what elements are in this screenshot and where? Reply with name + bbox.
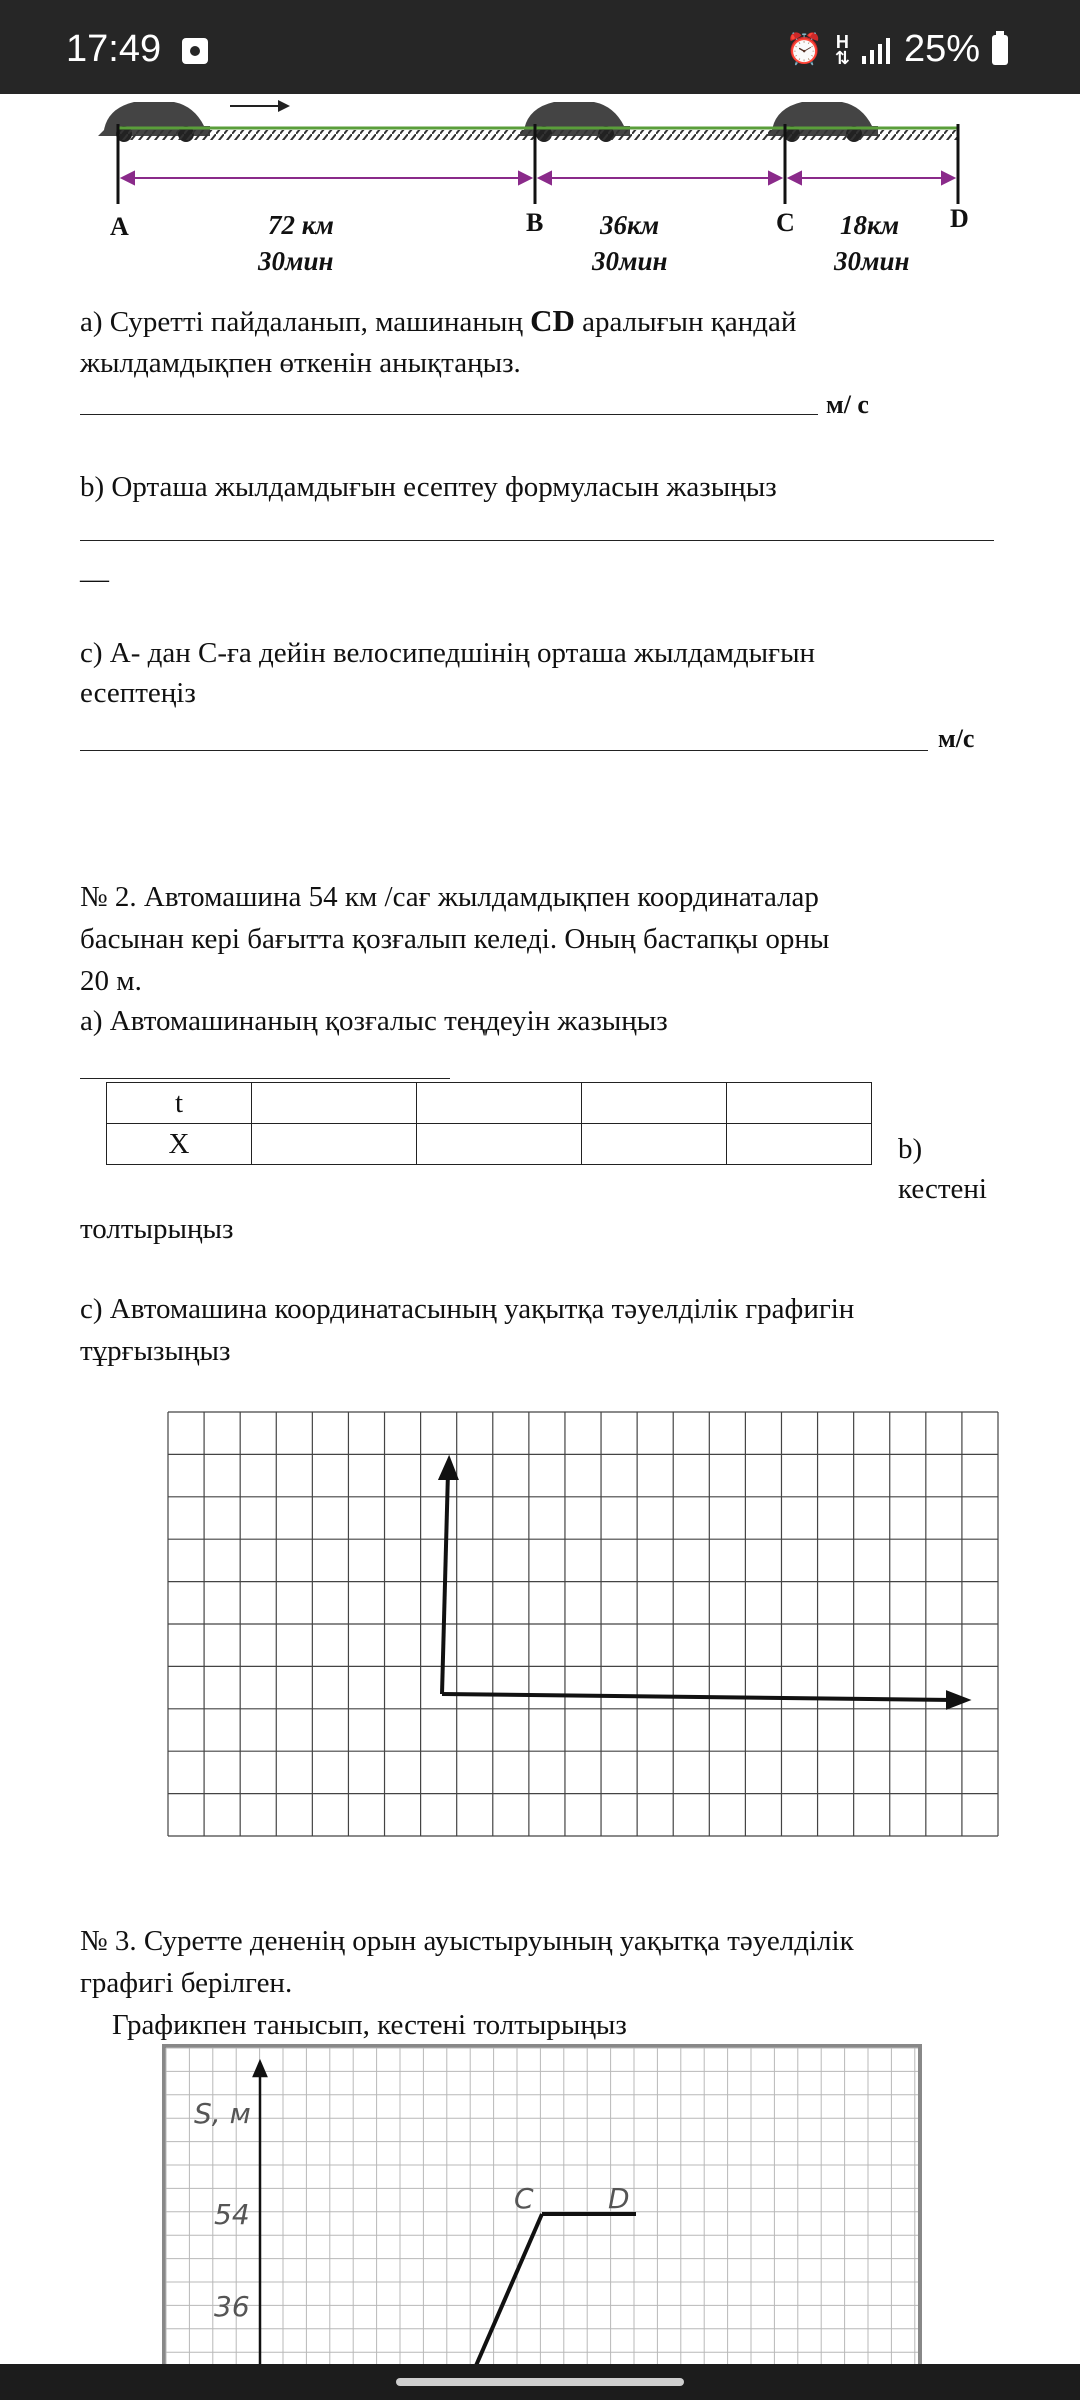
battery-icon <box>992 35 1008 65</box>
segment-bc-time: 30мин <box>592 246 668 276</box>
network-type-icon: H ⇅ <box>834 31 850 68</box>
table-cell[interactable] <box>417 1124 582 1165</box>
point-label-c: C <box>776 208 795 237</box>
drawing-grid <box>166 1410 1000 1840</box>
task3-line3: Графикпен танысып, кестені толтырыңыз <box>112 2009 627 2041</box>
table-row <box>107 1124 872 1165</box>
y-tick-label: 36 <box>214 2290 250 2323</box>
segment-arrows <box>122 172 954 184</box>
status-time: 17:49 <box>66 28 162 70</box>
displacement-chart <box>162 2044 922 2364</box>
point-label-d: D <box>950 204 969 233</box>
status-bar <box>0 0 1080 94</box>
task1-b-dash: — <box>80 563 109 595</box>
alarm-icon: ⏰ <box>785 33 823 66</box>
home-gesture-bar[interactable] <box>396 2378 684 2386</box>
answer-line <box>80 1078 450 1079</box>
task3-line2: графигі берілген. <box>80 1967 293 1999</box>
table-cell[interactable] <box>252 1083 417 1124</box>
segment-ab-distance: 72 км <box>268 210 334 240</box>
table-cell[interactable] <box>727 1083 872 1124</box>
road-diagram <box>0 94 1080 294</box>
table-cell[interactable] <box>252 1124 417 1165</box>
task2-line3: 20 м. <box>80 965 142 997</box>
direction-arrow <box>230 100 290 112</box>
y-axis-label: S, м <box>194 2097 251 2130</box>
task1-c-line1: c) А- дан С-ға дейін велосипедшінің орташа жылдамдығын <box>80 637 816 669</box>
task1-c-line2: есептеңіз <box>80 677 196 709</box>
table-cell[interactable] <box>582 1124 727 1165</box>
table-header-t: t <box>107 1083 252 1124</box>
task2-b-line3: толтырыңыз <box>80 1213 234 1245</box>
task2-line2: басынан кері бағытта қозғалып келеді. Оның бастапқы орны <box>80 923 830 955</box>
table-cell[interactable] <box>417 1083 582 1124</box>
segment-bc-distance: 36км <box>600 210 660 240</box>
task2-c-line2: тұрғызыңыз <box>80 1335 231 1367</box>
task2-line1: № 2. Автомашина 54 км /сағ жылдамдықпен координаталар <box>80 881 819 913</box>
task1-a-line2: жылдамдықпен өткенін анықтаңыз. <box>80 347 521 379</box>
task3-line1: № 3. Суретте дененің орын ауыстыруының уақытқа тәуелділік <box>80 1925 854 1957</box>
task1-a-line1: а) Суретті пайдаланып, машинаның CD аралығын қандай <box>80 303 797 338</box>
status-icons <box>785 28 1008 71</box>
task1-c-unit: м/с <box>938 724 975 753</box>
segment-cd-time: 30мин <box>834 246 910 276</box>
nav-bar <box>0 2364 1080 2400</box>
task2-b-line2: кестені <box>898 1173 987 1205</box>
table-row <box>107 1083 872 1124</box>
segment-ab-time: 30мин <box>258 246 334 276</box>
signal-icon <box>862 36 892 64</box>
answer-line <box>80 750 928 751</box>
segment-cd-distance: 18км <box>840 210 900 240</box>
battery-percent: 25% <box>903 28 980 70</box>
answer-line <box>80 414 818 415</box>
task1-a-unit: м/ с <box>826 390 869 419</box>
task2-c-line1: c) Автомашина координатасының уақытқа тәуелділік графигін <box>80 1293 855 1325</box>
task2-a-text: а) Автомашинаның қозғалыс теңдеуін жазыңыз <box>80 1005 668 1037</box>
table-cell[interactable] <box>582 1083 727 1124</box>
y-tick-label: 54 <box>214 2198 250 2231</box>
task1-b-text: b) Орташа жылдамдығын есептеу формуласын жазыңыз <box>80 471 777 503</box>
point-label-a: A <box>110 212 129 241</box>
notification-icon <box>182 38 208 64</box>
point-label: D <box>608 2182 630 2215</box>
values-table <box>106 1082 872 1165</box>
point-label-b: B <box>526 208 544 237</box>
point-label: C <box>514 2182 534 2215</box>
series-segment-rise <box>468 2214 542 2364</box>
y-axis <box>254 2062 266 2364</box>
table-cell[interactable] <box>727 1124 872 1165</box>
answer-line <box>80 540 994 541</box>
table-header-x: X <box>107 1124 252 1165</box>
document-page <box>0 94 1080 2364</box>
task2-b-line1: b) <box>898 1133 923 1165</box>
